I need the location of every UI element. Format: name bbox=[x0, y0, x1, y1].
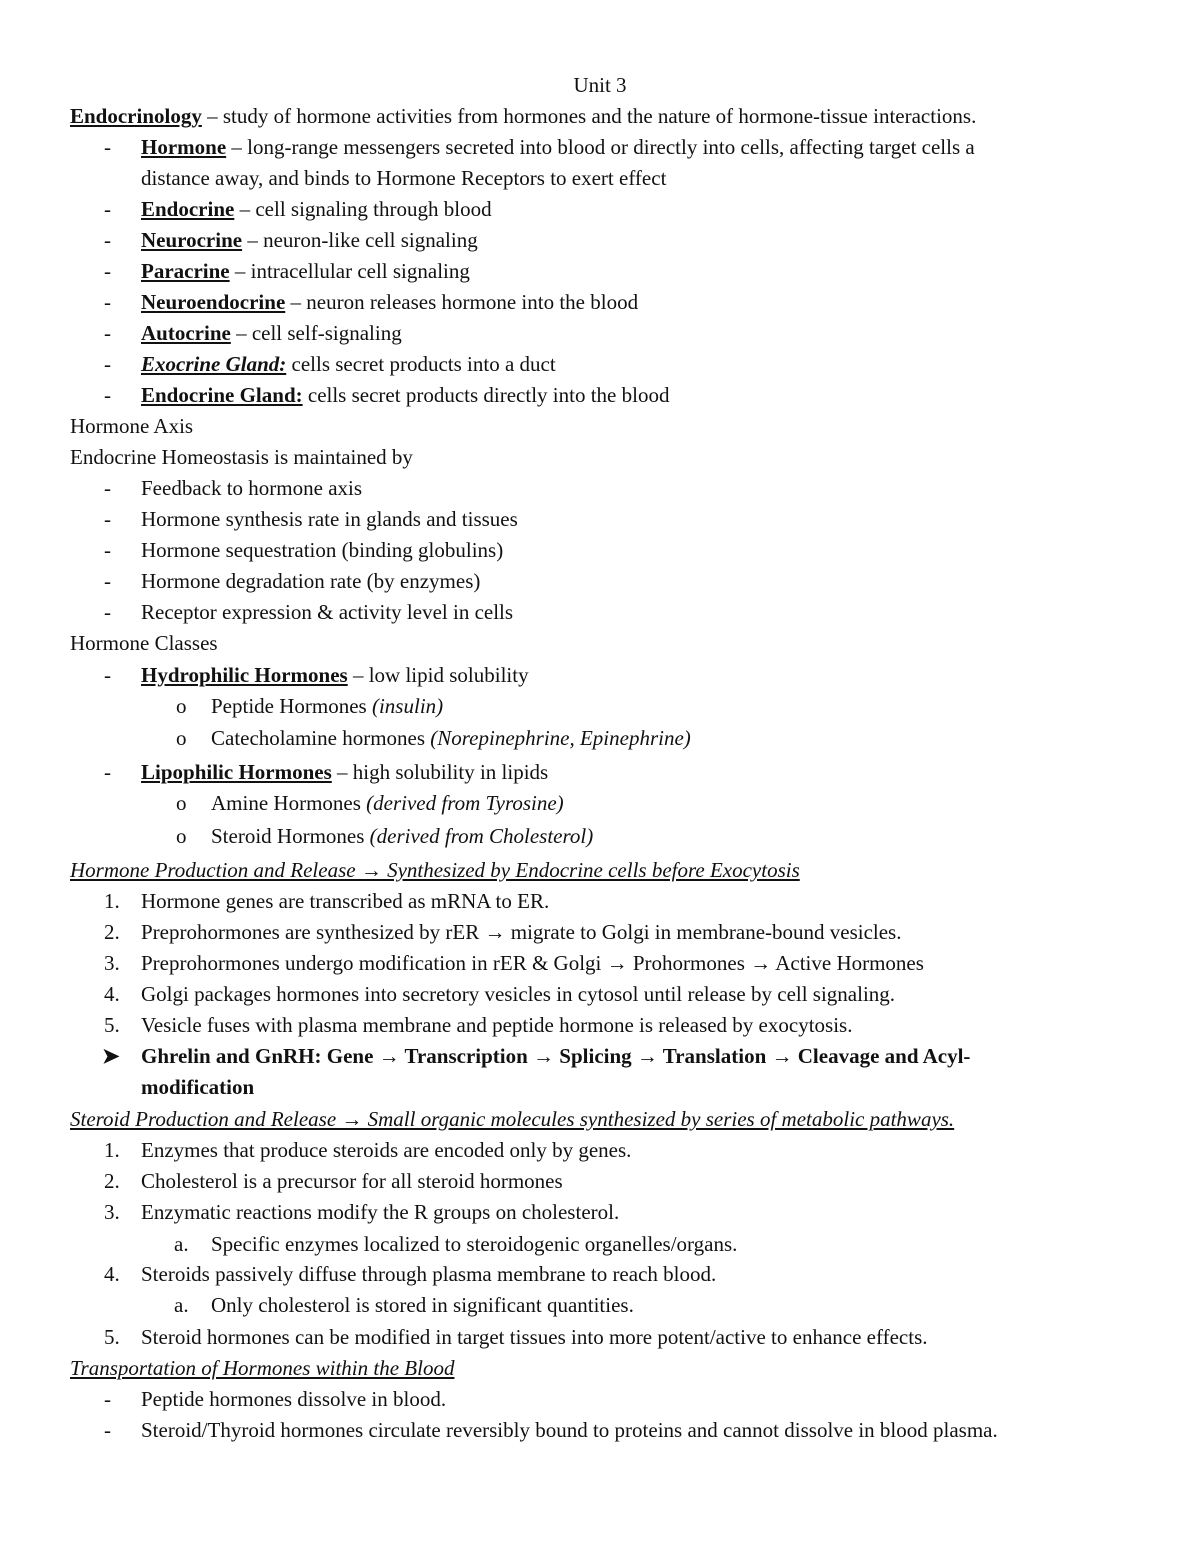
numbered-item-text: Vesicle fuses with plasma membrane and peptide hormone is released by exocytosis. bbox=[141, 1013, 853, 1037]
section-heading-hormone-production: Hormone Production and Release → Synthesized by Endocrine cells before Exocytosis bbox=[70, 858, 800, 882]
definition-text: – long-range messengers secreted into blood or directly into cells, affecting target cells a bbox=[226, 135, 975, 159]
term-endocrine-gland: Endocrine Gland: bbox=[141, 383, 303, 407]
number-marker: 4. bbox=[104, 982, 120, 1006]
dash-bullet: - bbox=[104, 569, 111, 593]
circle-bullet: o bbox=[176, 726, 187, 750]
number-marker: 2. bbox=[104, 1169, 120, 1193]
sub-item-text: Specific enzymes localized to steroidogenic organelles/organs. bbox=[211, 1232, 738, 1256]
dash-bullet: - bbox=[104, 476, 111, 500]
arrow-bullet-icon: ➤ bbox=[102, 1044, 120, 1068]
definition-text: cells secret products directly into the blood bbox=[302, 383, 670, 407]
dash-bullet: - bbox=[104, 1387, 111, 1411]
dash-bullet: - bbox=[104, 760, 111, 784]
definition-text: – cell signaling through blood bbox=[234, 197, 492, 221]
dash-bullet: - bbox=[104, 197, 111, 221]
definition-text: – intracellular cell signaling bbox=[229, 259, 470, 283]
dash-bullet: - bbox=[104, 1418, 111, 1442]
sub-item-text: Catecholamine hormones bbox=[211, 726, 431, 750]
list-item-continuation: distance away, and binds to Hormone Receptors to exert effect bbox=[141, 166, 667, 190]
list-item-text: Hormone sequestration (binding globulins) bbox=[141, 538, 504, 562]
letter-marker: a. bbox=[174, 1232, 189, 1256]
section-heading-hormone-classes: Hormone Classes bbox=[70, 631, 218, 655]
list-item-text: Hormone degradation rate (by enzymes) bbox=[141, 569, 481, 593]
term-exocrine-gland: Exocrine Gland: bbox=[141, 352, 287, 376]
dash-bullet: - bbox=[104, 600, 111, 624]
numbered-item-text: Enzymatic reactions modify the R groups on cholesterol. bbox=[141, 1200, 620, 1224]
numbered-item-text: Preprohormones are synthesized by rER → migrate to Golgi in membrane-bound vesicles. bbox=[141, 920, 902, 944]
definition-text: – study of hormone activities from hormones and the nature of hormone-tissue interactions. bbox=[201, 104, 977, 128]
term-lipophilic-hormones: Lipophilic Hormones bbox=[141, 760, 332, 784]
number-marker: 5. bbox=[104, 1325, 120, 1349]
term-hydrophilic-hormones: Hydrophilic Hormones bbox=[141, 663, 348, 687]
dash-bullet: - bbox=[104, 352, 111, 376]
definition-text: – high solubility in lipids bbox=[331, 760, 549, 784]
number-marker: 4. bbox=[104, 1262, 120, 1286]
list-item-text: Steroid/Thyroid hormones circulate reversibly bound to proteins and cannot dissolve in blood plasma. bbox=[141, 1418, 998, 1442]
circle-bullet: o bbox=[176, 694, 187, 718]
numbered-item-text: Enzymes that produce steroids are encoded only by genes. bbox=[141, 1138, 632, 1162]
list-item-text: Feedback to hormone axis bbox=[141, 476, 363, 500]
term-autocrine: Autocrine bbox=[141, 321, 231, 345]
dash-bullet: - bbox=[104, 290, 111, 314]
number-marker: 5. bbox=[104, 1013, 120, 1037]
dash-bullet: - bbox=[104, 259, 111, 283]
highlight-continuation: modification bbox=[141, 1075, 255, 1099]
definition-text: – low lipid solubility bbox=[347, 663, 529, 687]
number-marker: 3. bbox=[104, 1200, 120, 1224]
definition-text: cells secret products into a duct bbox=[286, 352, 556, 376]
sub-item-example: (derived from Cholesterol) bbox=[369, 824, 594, 848]
section-heading-hormone-axis: Hormone Axis bbox=[70, 414, 194, 438]
definition-text: – cell self-signaling bbox=[230, 321, 402, 345]
definition-text: – neuron releases hormone into the blood bbox=[285, 290, 639, 314]
term-paracrine: Paracrine bbox=[141, 259, 230, 283]
sub-item-text: Peptide Hormones bbox=[211, 694, 372, 718]
sub-item-text: Amine Hormones bbox=[211, 791, 367, 815]
dash-bullet: - bbox=[104, 321, 111, 345]
number-marker: 3. bbox=[104, 951, 120, 975]
number-marker: 1. bbox=[104, 1138, 120, 1162]
dash-bullet: - bbox=[104, 383, 111, 407]
circle-bullet: o bbox=[176, 791, 187, 815]
sub-item-example: (derived from Tyrosine) bbox=[366, 791, 564, 815]
numbered-item-text: Steroids passively diffuse through plasma membrane to reach blood. bbox=[141, 1262, 717, 1286]
term-neuroendocrine: Neuroendocrine bbox=[141, 290, 286, 314]
number-marker: 2. bbox=[104, 920, 120, 944]
term-endocrinology: Endocrinology bbox=[70, 104, 202, 128]
term-neurocrine: Neurocrine bbox=[141, 228, 243, 252]
dash-bullet: - bbox=[104, 507, 111, 531]
list-item-text: Receptor expression & activity level in cells bbox=[141, 600, 514, 624]
definition-text: – neuron-like cell signaling bbox=[242, 228, 478, 252]
sub-item-text: Only cholesterol is stored in significant quantities. bbox=[211, 1293, 634, 1317]
section-heading-homeostasis: Endocrine Homeostasis is maintained by bbox=[70, 445, 413, 469]
term-endocrine: Endocrine bbox=[141, 197, 235, 221]
dash-bullet: - bbox=[104, 538, 111, 562]
numbered-item-text: Hormone genes are transcribed as mRNA to ER. bbox=[141, 889, 550, 913]
dash-bullet: - bbox=[104, 135, 111, 159]
section-heading-transportation: Transportation of Hormones within the Blood bbox=[70, 1356, 455, 1380]
page-title: Unit 3 bbox=[573, 73, 627, 97]
numbered-item-text: Cholesterol is a precursor for all steroid hormones bbox=[141, 1169, 563, 1193]
numbered-item-text: Golgi packages hormones into secretory vesicles in cytosol until release by cell signaling. bbox=[141, 982, 896, 1006]
sub-item-example: (Norepinephrine, Epinephrine) bbox=[430, 726, 691, 750]
section-heading-steroid-production: Steroid Production and Release → Small organic molecules synthesized by series of metabolic pathways. bbox=[70, 1107, 955, 1131]
numbered-item-text: Preprohormones undergo modification in rER & Golgi → Prohormones → Active Hormones bbox=[141, 951, 924, 975]
numbered-item-text: Steroid hormones can be modified in target tissues into more potent/active to enhance effects. bbox=[141, 1325, 928, 1349]
sub-item-text: Steroid Hormones bbox=[211, 824, 370, 848]
circle-bullet: o bbox=[176, 824, 187, 848]
dash-bullet: - bbox=[104, 228, 111, 252]
sub-item-example: (insulin) bbox=[371, 694, 444, 718]
list-item-text: Hormone synthesis rate in glands and tissues bbox=[141, 507, 518, 531]
term-hormone: Hormone bbox=[141, 135, 227, 159]
list-item-text: Peptide hormones dissolve in blood. bbox=[141, 1387, 447, 1411]
highlight-text: Ghrelin and GnRH: Gene → Transcription → Splicing → Translation → Cleavage and Acyl- bbox=[141, 1044, 971, 1068]
number-marker: 1. bbox=[104, 889, 120, 913]
endocrinology-definition bbox=[70, 101, 976, 132]
dash-bullet: - bbox=[104, 663, 111, 687]
letter-marker: a. bbox=[174, 1293, 189, 1317]
